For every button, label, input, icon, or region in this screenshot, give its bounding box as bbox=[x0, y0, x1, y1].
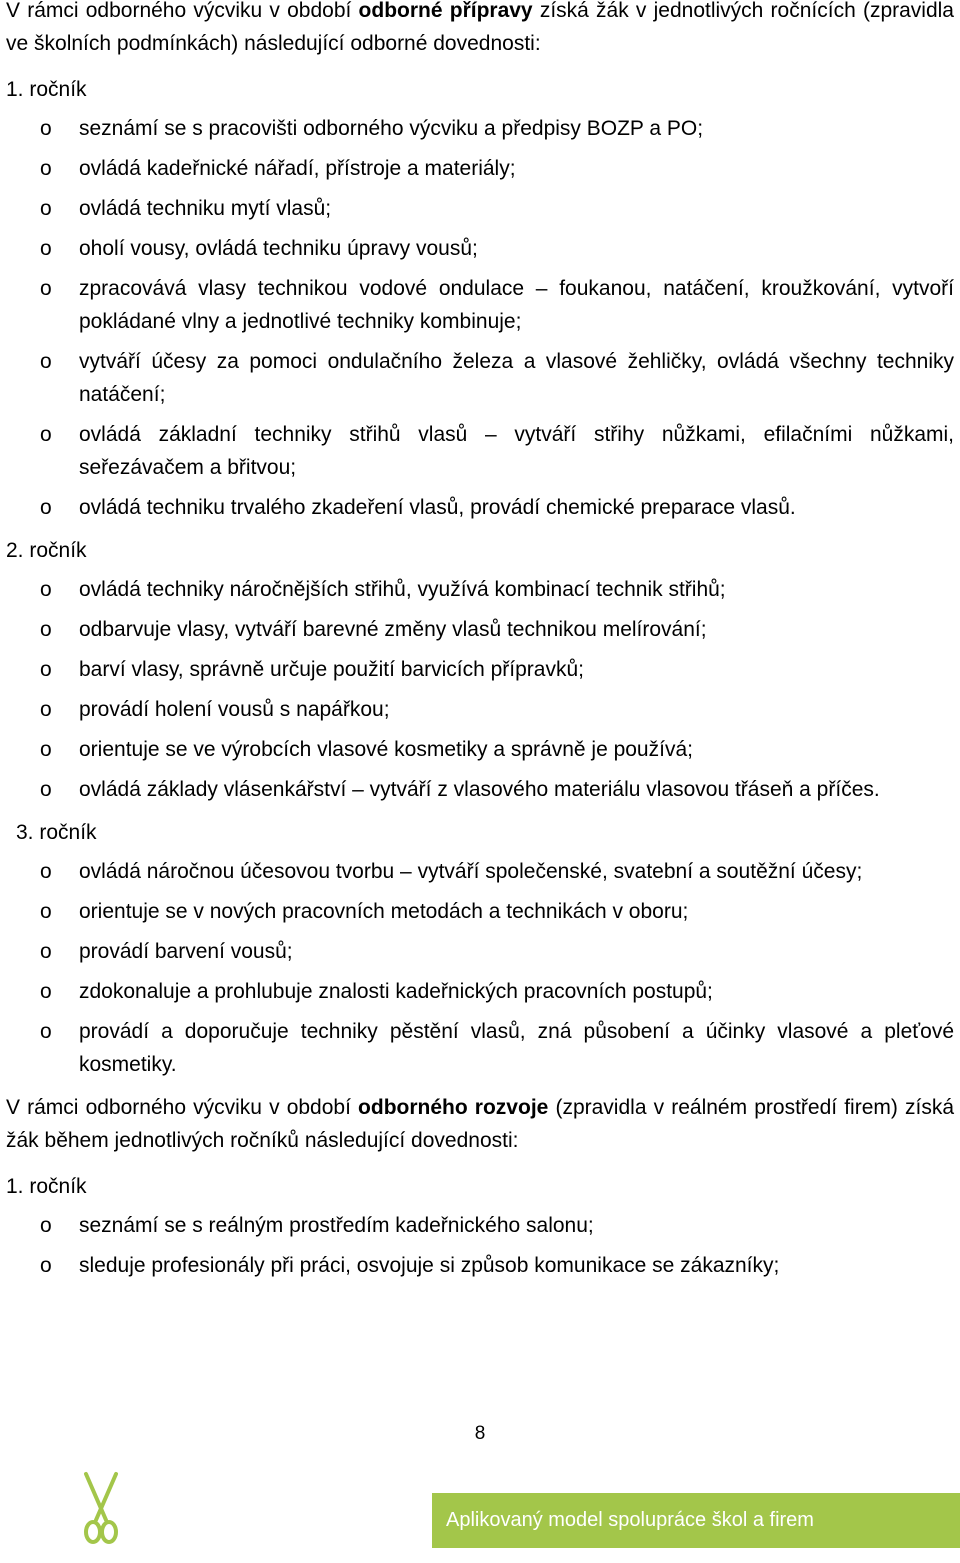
bullet-marker: o bbox=[40, 1214, 52, 1237]
bullet-marker: o bbox=[40, 237, 52, 260]
list-item: o provádí barvení vousů; bbox=[6, 935, 954, 968]
list-item: o sleduje profesionály při práci, osvojuje si způsob komunikace se zákazníky; bbox=[6, 1249, 954, 1282]
year-heading: 2. ročník bbox=[6, 539, 87, 562]
list-item: o ovládá techniku trvalého zkadeření vlasů, provádí chemické preparace vlasů. bbox=[6, 491, 954, 524]
bullet-marker: o bbox=[40, 658, 52, 681]
skill-list bbox=[6, 573, 954, 806]
list-item: o provádí a doporučuje techniky pěstění vlasů, zná působení a účinky vlasové a pleťové kosmetiky. bbox=[6, 1015, 954, 1081]
bullet-marker: o bbox=[40, 157, 52, 180]
intro-emphasis: odborného rozvoje bbox=[358, 1096, 549, 1119]
list-item: o ovládá náročnou účesovou tvorbu – vytváří společenské, svatební a soutěžní účesy; bbox=[6, 855, 954, 888]
bullet-marker: o bbox=[40, 423, 52, 446]
bullet-marker: o bbox=[40, 618, 52, 641]
footer-banner bbox=[432, 1493, 960, 1548]
list-item: o ovládá techniky náročnějších střihů, využívá kombinací technik střihů; bbox=[6, 573, 954, 606]
list-item: o zpracovává vlasy technikou vodové ondulace – foukanou, natáčení, kroužkování, vytvoří pokládané vlny a jednotlivé techniky kombinuje; bbox=[6, 272, 954, 338]
bullet-marker: o bbox=[40, 900, 52, 923]
bullet-marker: o bbox=[40, 277, 52, 300]
bullet-marker: o bbox=[40, 738, 52, 761]
bullet-marker: o bbox=[40, 1254, 52, 1277]
intro-paragraph-development bbox=[6, 1091, 954, 1157]
intro-paragraph-preparation bbox=[6, 0, 954, 60]
bullet-marker: o bbox=[40, 698, 52, 721]
list-item: o barví vlasy, správně určuje použití barvicích přípravků; bbox=[6, 653, 954, 686]
intro-text: V rámci odborného výcviku v období bbox=[6, 0, 359, 22]
intro-text: V rámci odborného výcviku v období bbox=[6, 1096, 359, 1119]
bullet-marker: o bbox=[40, 980, 52, 1003]
list-item: o ovládá kadeřnické nářadí, přístroje a materiály; bbox=[6, 152, 954, 185]
list-item: o vytváří účesy za pomoci ondulačního železa a vlasové žehličky, ovládá všechny techniky natáčení; bbox=[6, 345, 954, 411]
intro-text: (zpravidla v reálném prostředí firem) získá žák během jednotlivých ročníků následující dovednosti: bbox=[6, 1096, 954, 1152]
scissors-icon bbox=[78, 1468, 124, 1548]
bullet-marker: o bbox=[40, 940, 52, 963]
footer-banner-text: Aplikovaný model spolupráce škol a firem bbox=[446, 1509, 814, 1531]
list-item: o orientuje se ve výrobcích vlasové kosmetiky a správně je používá; bbox=[6, 733, 954, 766]
year-heading: 3. ročník bbox=[16, 821, 97, 844]
list-item: o oholí vousy, ovládá techniku úpravy vousů; bbox=[6, 232, 954, 265]
bullet-marker: o bbox=[40, 860, 52, 883]
intro-emphasis: odborné přípravy bbox=[358, 0, 533, 22]
list-item: o ovládá základy vlásenkářství – vytváří z vlasového materiálu vlasovou třáseň a příčes. bbox=[6, 773, 954, 806]
list-item: o orientuje se v nových pracovních metodách a technikách v oboru; bbox=[6, 895, 954, 928]
bullet-marker: o bbox=[40, 1020, 52, 1043]
page-number: 8 bbox=[474, 1423, 486, 1444]
skill-list bbox=[6, 112, 954, 524]
skill-list bbox=[6, 855, 954, 1081]
list-item: o ovládá základní techniky střihů vlasů – vytváří střihy nůžkami, efilačními nůžkami, seřezávačem a břitvou; bbox=[6, 418, 954, 484]
document-page bbox=[6, 0, 954, 1292]
list-item: o seznámí se s pracovišti odborného výcviku a předpisy BOZP a PO; bbox=[6, 112, 954, 145]
list-item: o zdokonaluje a prohlubuje znalosti kadeřnických pracovních postupů; bbox=[6, 975, 954, 1008]
bullet-marker: o bbox=[40, 578, 52, 601]
year-heading: 1. ročník bbox=[6, 78, 87, 101]
list-item: o provádí holení vousů s napářkou; bbox=[6, 693, 954, 726]
skill-list bbox=[6, 1209, 954, 1282]
bullet-marker: o bbox=[40, 350, 52, 373]
bullet-marker: o bbox=[40, 117, 52, 140]
bullet-marker: o bbox=[40, 496, 52, 519]
bullet-marker: o bbox=[40, 778, 52, 801]
list-item: o odbarvuje vlasy, vytváří barevné změny vlasů technikou melírování; bbox=[6, 613, 954, 646]
year-heading: 1. ročník bbox=[6, 1175, 87, 1198]
bullet-marker: o bbox=[40, 197, 52, 220]
list-item: o ovládá techniku mytí vlasů; bbox=[6, 192, 954, 225]
list-item: o seznámí se s reálným prostředím kadeřnického salonu; bbox=[6, 1209, 954, 1242]
intro-text: získá žák v jednotlivých ročnících (zpravidla ve školních podmínkách) následující odborné dovednosti: bbox=[6, 0, 954, 55]
